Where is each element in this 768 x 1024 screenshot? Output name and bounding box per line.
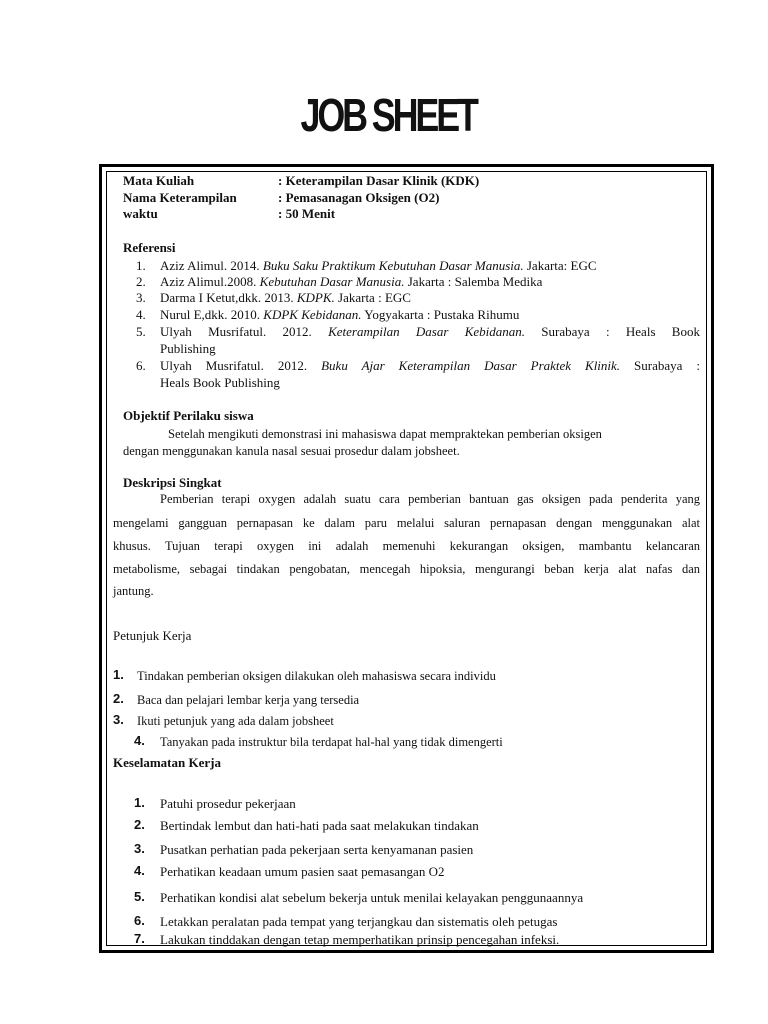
ref-item-4: Nurul E,dkk. 2010. KDPK Kebidanan. Yogyakarta : Pustaka Rihumu xyxy=(160,307,520,322)
deskripsi-line-5: jantung. xyxy=(113,584,154,598)
petunjuk-item-4: Tanyakan pada instruktur bila terdapat hal-hal yang tidak dimengerti xyxy=(160,735,503,749)
deskripsi-line-2: mengelami gangguan pernapasan ke dalam paru melalui saluran pernapasan dengan menggunakan alat xyxy=(113,516,700,530)
objektif-heading: Objektif Perilaku siswa xyxy=(123,408,254,423)
petunjuk-num: 1. xyxy=(113,667,124,682)
petunjuk-num: 2. xyxy=(113,691,124,706)
ref-item-1: Aziz Alimul. 2014. Buku Saku Praktikum Kebutuhan Dasar Manusia. Jakarta: EGC xyxy=(160,258,597,273)
ref-item-3: Darma I Ketut,dkk. 2013. KDPK. Jakarta : EGC xyxy=(160,290,411,305)
keselamatan-num: 6. xyxy=(134,913,145,928)
info-label-mata-kuliah: Mata Kuliah xyxy=(123,173,195,188)
keselamatan-num: 3. xyxy=(134,841,145,856)
petunjuk-num: 4. xyxy=(134,733,145,748)
ref-num: 5. xyxy=(136,324,146,339)
info-label-waktu: waktu xyxy=(123,206,158,221)
ref-num: 2. xyxy=(136,274,146,289)
keselamatan-item-1: Patuhi prosedur pekerjaan xyxy=(160,796,296,811)
petunjuk-heading: Petunjuk Kerja xyxy=(113,628,192,643)
ref-num: 4. xyxy=(136,307,146,322)
petunjuk-item-3: Ikuti petunjuk yang ada dalam jobsheet xyxy=(137,714,334,728)
petunjuk-item-2: Baca dan pelajari lembar kerja yang tersedia xyxy=(137,693,360,707)
page-title: JOB SHEET xyxy=(300,89,476,141)
keselamatan-num: 2. xyxy=(134,817,145,832)
ref-item-6-cont: Heals Book Publishing xyxy=(160,375,280,390)
ref-num: 3. xyxy=(136,290,146,305)
info-label-nama-keterampilan: Nama Keterampilan xyxy=(123,190,237,205)
info-value-nama-keterampilan: : Pemasanagan Oksigen (O2) xyxy=(278,190,440,205)
info-value-mata-kuliah: : Keterampilan Dasar Klinik (KDK) xyxy=(278,173,480,188)
keselamatan-num: 7. xyxy=(134,931,145,946)
deskripsi-line-3: khusus. Tujuan terapi oxygen ini adalah memenuhi kekurangan oksigen, mambantu kelancaran xyxy=(113,539,700,553)
deskripsi-line-1: Pemberian terapi oxygen adalah suatu cara pemberian bantuan gas oksigen pada penderita yang xyxy=(160,492,700,506)
objektif-line-1: Setelah mengikuti demonstrasi ini mahasiswa dapat mempraktekan pemberian oksigen xyxy=(168,427,602,441)
referensi-heading: Referensi xyxy=(123,240,176,255)
keselamatan-item-7: Lakukan tinddakan dengan tetap memperhatikan prinsip pencegahan infeksi. xyxy=(160,932,560,947)
deskripsi-heading: Deskripsi Singkat xyxy=(123,475,222,490)
petunjuk-num: 3. xyxy=(113,712,124,727)
keselamatan-item-5: Perhatikan kondisi alat sebelum bekerja untuk menilai kelayakan penggunaannya xyxy=(160,890,584,905)
ref-item-2: Aziz Alimul.2008. Kebutuhan Dasar Manusia. Jakarta : Salemba Medika xyxy=(160,274,543,289)
ref-num: 6. xyxy=(136,358,146,373)
keselamatan-item-3: Pusatkan perhatian pada pekerjaan serta kenyamanan pasien xyxy=(160,842,474,857)
keselamatan-item-6: Letakkan peralatan pada tempat yang terjangkau dan sistematis oleh petugas xyxy=(160,914,558,929)
ref-item-5: Ulyah Musrifatul. 2012. Keterampilan Dasar Kebidanan. Surabaya : Heals Book xyxy=(160,324,700,339)
keselamatan-num: 1. xyxy=(134,795,145,810)
objektif-line-2: dengan menggunakan kanula nasal sesuai prosedur dalam jobsheet. xyxy=(123,444,460,458)
keselamatan-heading: Keselamatan Kerja xyxy=(113,755,221,770)
keselamatan-num: 4. xyxy=(134,863,145,878)
info-value-waktu: : 50 Menit xyxy=(278,206,336,221)
ref-item-6: Ulyah Musrifatul. 2012. Buku Ajar Keterampilan Dasar Praktek Klinik. Surabaya : xyxy=(160,358,701,373)
deskripsi-line-4: metabolisme, sebagai tindakan pengobatan, mencegah hipoksia, mengurangi beban kerja alat nafas dan xyxy=(113,562,700,576)
keselamatan-num: 5. xyxy=(134,889,145,904)
ref-item-5-cont: Publishing xyxy=(160,341,216,356)
ref-num: 1. xyxy=(136,258,146,273)
keselamatan-item-4: Perhatikan keadaan umum pasien saat pemasangan O2 xyxy=(160,864,445,879)
petunjuk-item-1: Tindakan pemberian oksigen dilakukan oleh mahasiswa secara individu xyxy=(137,669,496,683)
keselamatan-item-2: Bertindak lembut dan hati-hati pada saat melakukan tindakan xyxy=(160,818,479,833)
